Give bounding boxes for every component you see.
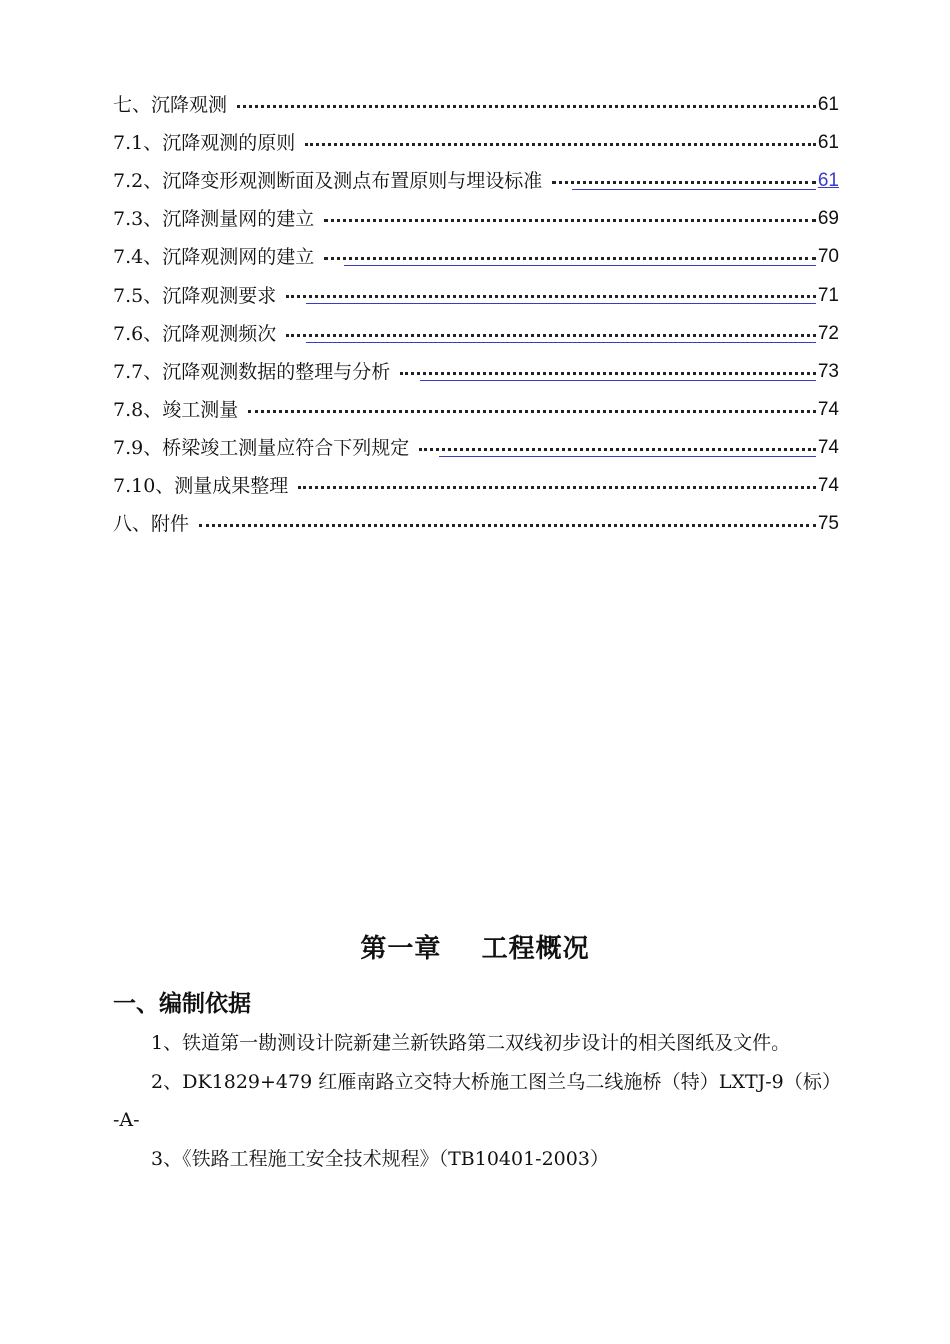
toc-entry[interactable]	[113, 315, 839, 353]
toc-page-number: 74	[817, 474, 839, 496]
toc-entry-title: 7.3、沉降测量网的建立	[113, 208, 315, 231]
toc-dot-leader	[248, 391, 816, 429]
toc-entry-title: 7.10、测量成果整理	[113, 474, 289, 497]
toc-dot-leader	[324, 238, 816, 276]
toc-page-link[interactable]: 61	[817, 170, 839, 192]
toc-page-number: 61	[817, 94, 839, 116]
chapter-title: 第一章 工程概况	[360, 934, 590, 964]
toc-dot-leader	[552, 162, 816, 200]
toc-entry	[113, 124, 839, 162]
toc-dot-leader	[237, 86, 816, 124]
toc-entry-title: 八、附件	[113, 513, 190, 536]
toc-page-number: 61	[817, 132, 839, 154]
toc-entry-title: 7.7、沉降观测数据的整理与分析	[113, 360, 391, 383]
toc-dot-leader	[286, 276, 816, 314]
toc-page-link[interactable]: 73	[817, 360, 839, 382]
toc-page-link[interactable]: 70	[817, 246, 839, 268]
paragraph: 2、DK1829+479 红雁南路立交特大桥施工图兰乌二线施桥（特）LXTJ-9（标）-A-	[113, 1070, 841, 1131]
toc-entry[interactable]	[113, 276, 839, 314]
toc-page-link[interactable]: 71	[817, 284, 839, 306]
toc-entry	[113, 467, 839, 505]
toc-entry-title: 7.1、沉降观测的原则	[113, 132, 296, 155]
toc-page-number: 74	[817, 398, 839, 420]
toc-dot-leader	[419, 429, 816, 467]
toc-page-link[interactable]: 74	[817, 436, 839, 458]
toc-entry-title: 7.5、沉降观测要求	[113, 284, 277, 307]
toc-page-number: 75	[817, 513, 839, 535]
toc-entry	[113, 86, 839, 124]
toc-dot-leader	[286, 315, 816, 353]
section-heading: 一、编制依据	[113, 991, 251, 1017]
toc-entry	[113, 505, 839, 543]
table-of-contents	[113, 86, 839, 543]
toc-dot-leader	[400, 353, 816, 391]
toc-entry[interactable]	[113, 353, 839, 391]
toc-entry	[113, 200, 839, 238]
toc-entry-title: 7.8、竣工测量	[113, 398, 239, 421]
toc-entry-title: 七、沉降观测	[113, 94, 228, 117]
toc-entry-title: 7.2、沉降变形观测断面及测点布置原则与埋设标准	[113, 170, 543, 193]
toc-entry	[113, 391, 839, 429]
paragraph: 1、铁道第一勘测设计院新建兰新铁路第二双线初步设计的相关图纸及文件。	[151, 1032, 791, 1054]
toc-entry[interactable]	[113, 162, 839, 200]
toc-dot-leader	[199, 505, 816, 543]
toc-entry-title: 7.6、沉降观测频次	[113, 322, 277, 345]
toc-page-link[interactable]: 72	[817, 322, 839, 344]
toc-entry[interactable]	[113, 429, 839, 467]
toc-dot-leader	[324, 200, 816, 238]
paragraph: 3、《铁路工程施工安全技术规程》（TB10401-2003）	[151, 1147, 609, 1170]
toc-entry-title: 7.4、沉降观测网的建立	[113, 246, 315, 269]
toc-dot-leader	[305, 124, 816, 162]
toc-dot-leader	[298, 467, 816, 505]
section-body	[113, 1024, 841, 1178]
toc-page-number: 69	[817, 208, 839, 230]
toc-entry-title: 7.9、桥梁竣工测量应符合下列规定	[113, 436, 410, 459]
toc-entry[interactable]	[113, 238, 839, 276]
